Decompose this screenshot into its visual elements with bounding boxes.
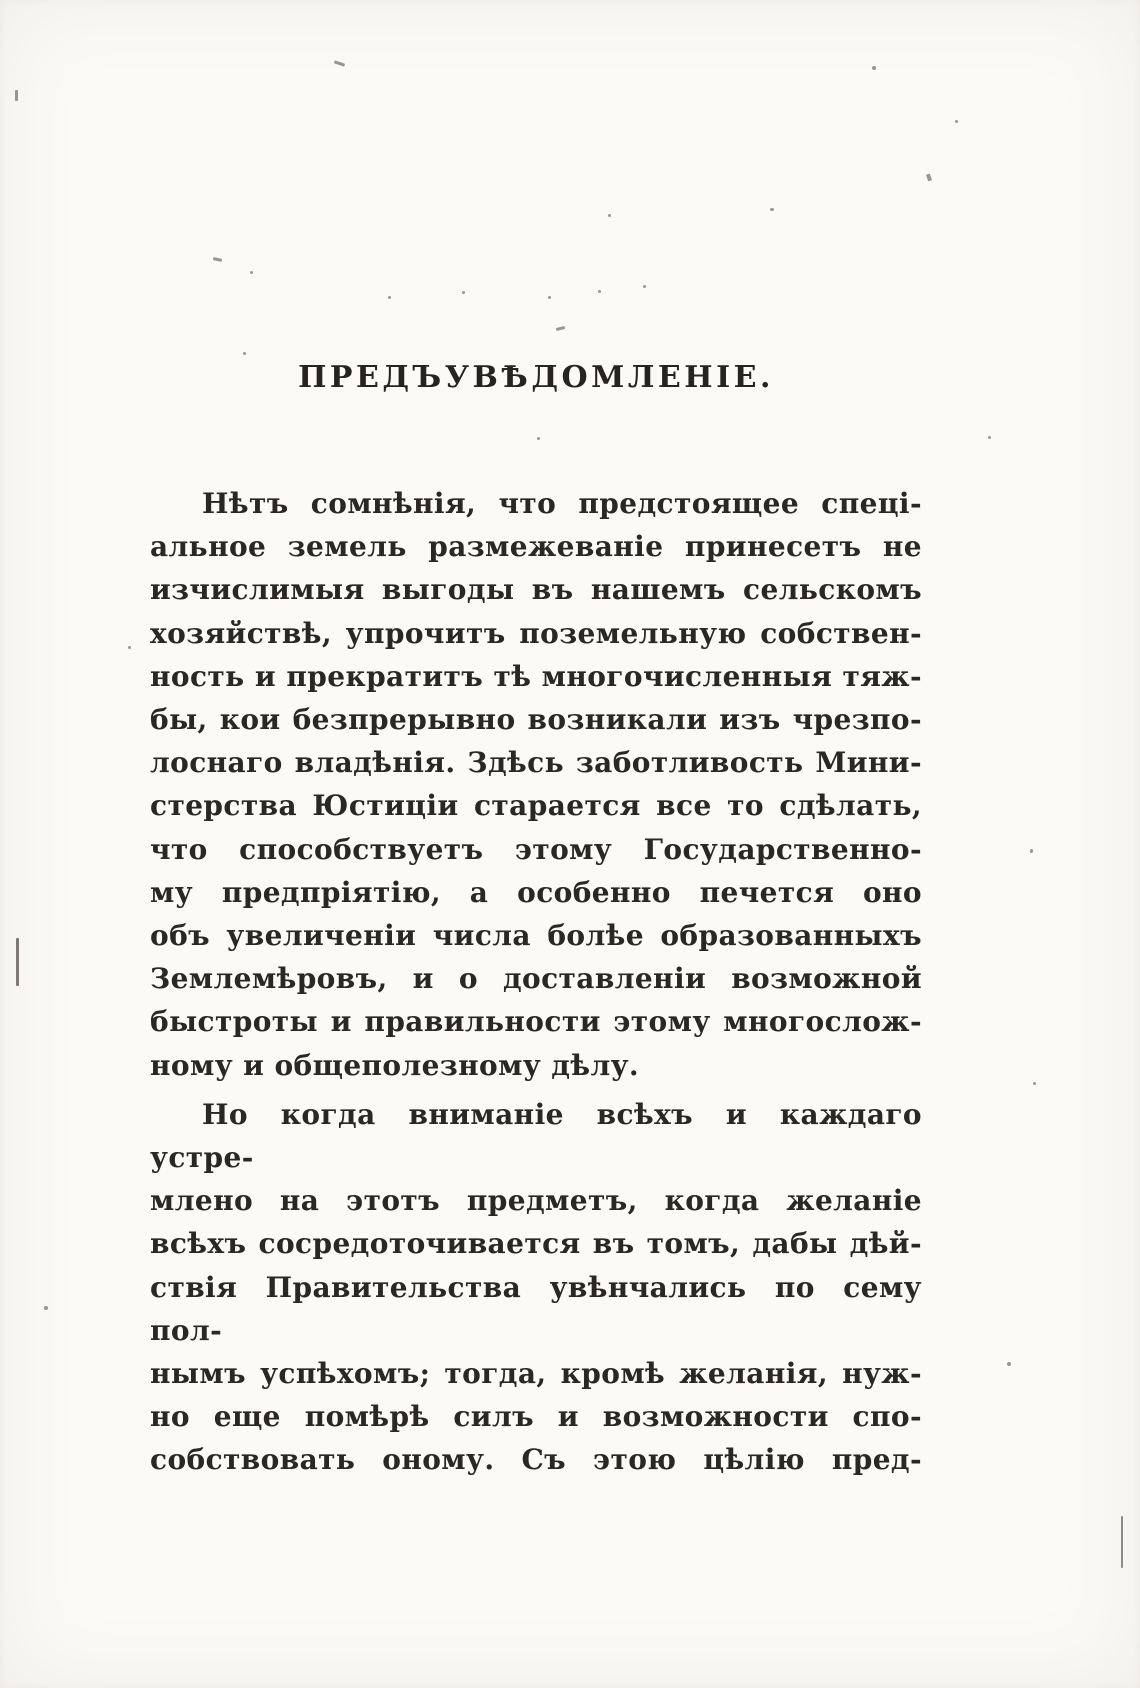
- text-line: объ увеличеніи числа болѣе образованныхъ: [150, 919, 922, 953]
- scan-speck: [213, 257, 222, 262]
- text-line: ность и прекратитъ тѣ многочисленныя тяж-: [150, 659, 922, 693]
- text-line: Землемѣровъ, и о доставленіи возможной: [150, 962, 922, 996]
- text-line: быстроты и правильности этому многослож-: [150, 1005, 922, 1039]
- text-line: лоснаго владѣнія. Здѣсь заботливость Мини-: [150, 746, 922, 780]
- scan-speck: [334, 60, 345, 66]
- scan-speck: [926, 174, 932, 182]
- scan-speck: [1030, 849, 1033, 853]
- scan-speck: [1007, 1362, 1011, 1366]
- scan-speck: [598, 290, 601, 293]
- scan-speck: [15, 90, 18, 101]
- text-line: бы, кои безпрерывно возникали изъ чрезпо-: [150, 703, 922, 737]
- scan-speck: [537, 437, 540, 440]
- text-line: что способствуетъ этому Государственно-: [150, 832, 922, 866]
- text-line: нымъ успѣхомъ; тогда, кромѣ желанія, нуж-: [150, 1357, 922, 1391]
- scan-speck: [243, 352, 246, 355]
- scan-speck: [872, 66, 876, 70]
- text-line: ному и общеполезному дѣлу.: [150, 1048, 640, 1082]
- text-line: всѣхъ сосредоточивается въ томъ, дабы дѣй-: [150, 1227, 922, 1261]
- scan-speck: [556, 326, 565, 331]
- scan-speck: [988, 436, 991, 439]
- text-line: му предпріятію, а особенно печется оно: [150, 875, 922, 909]
- text-line: но еще помѣрѣ силъ и возможности спо-: [150, 1400, 922, 1434]
- text-line: альное земель размежеваніе принесетъ не: [150, 530, 922, 564]
- scan-speck: [250, 271, 253, 274]
- text-line: хозяйствѣ, упрочитъ поземельную собствен-: [150, 616, 922, 650]
- scan-speck: [16, 938, 19, 986]
- scan-speck: [1121, 1516, 1123, 1568]
- scan-speck: [770, 208, 774, 211]
- text-line: стерства Юстиціи старается все то сдѣлать,: [150, 789, 922, 823]
- text-line: млено на этотъ предметъ, когда желаніе: [150, 1184, 922, 1218]
- text-line: Нѣтъ сомнѣнія, что предстоящее спеці-: [202, 487, 922, 520]
- text-line: Но когда вниманіе всѣхъ и каждаго устре-: [150, 1097, 922, 1175]
- scan-speck: [462, 291, 465, 294]
- page-heading: ПРЕДЪУВѢДОМЛЕНІЕ.: [298, 360, 774, 395]
- scan-speck: [128, 646, 131, 649]
- scan-speck: [608, 214, 611, 217]
- scan-speck: [388, 296, 391, 299]
- scan-speck: [548, 296, 551, 299]
- scan-speck: [955, 120, 958, 123]
- text-line: собствовать оному. Съ этою цѣлію пред-: [150, 1443, 922, 1477]
- scan-speck: [643, 285, 646, 288]
- page-body: [150, 482, 922, 1482]
- text-line: изчислимыя выгоды въ нашемъ сельскомъ: [150, 573, 922, 607]
- scan-speck: [44, 1306, 48, 1310]
- text-line: ствія Правительства увѣнчались по сему пол-: [150, 1270, 922, 1347]
- scan-speck: [1033, 1082, 1036, 1085]
